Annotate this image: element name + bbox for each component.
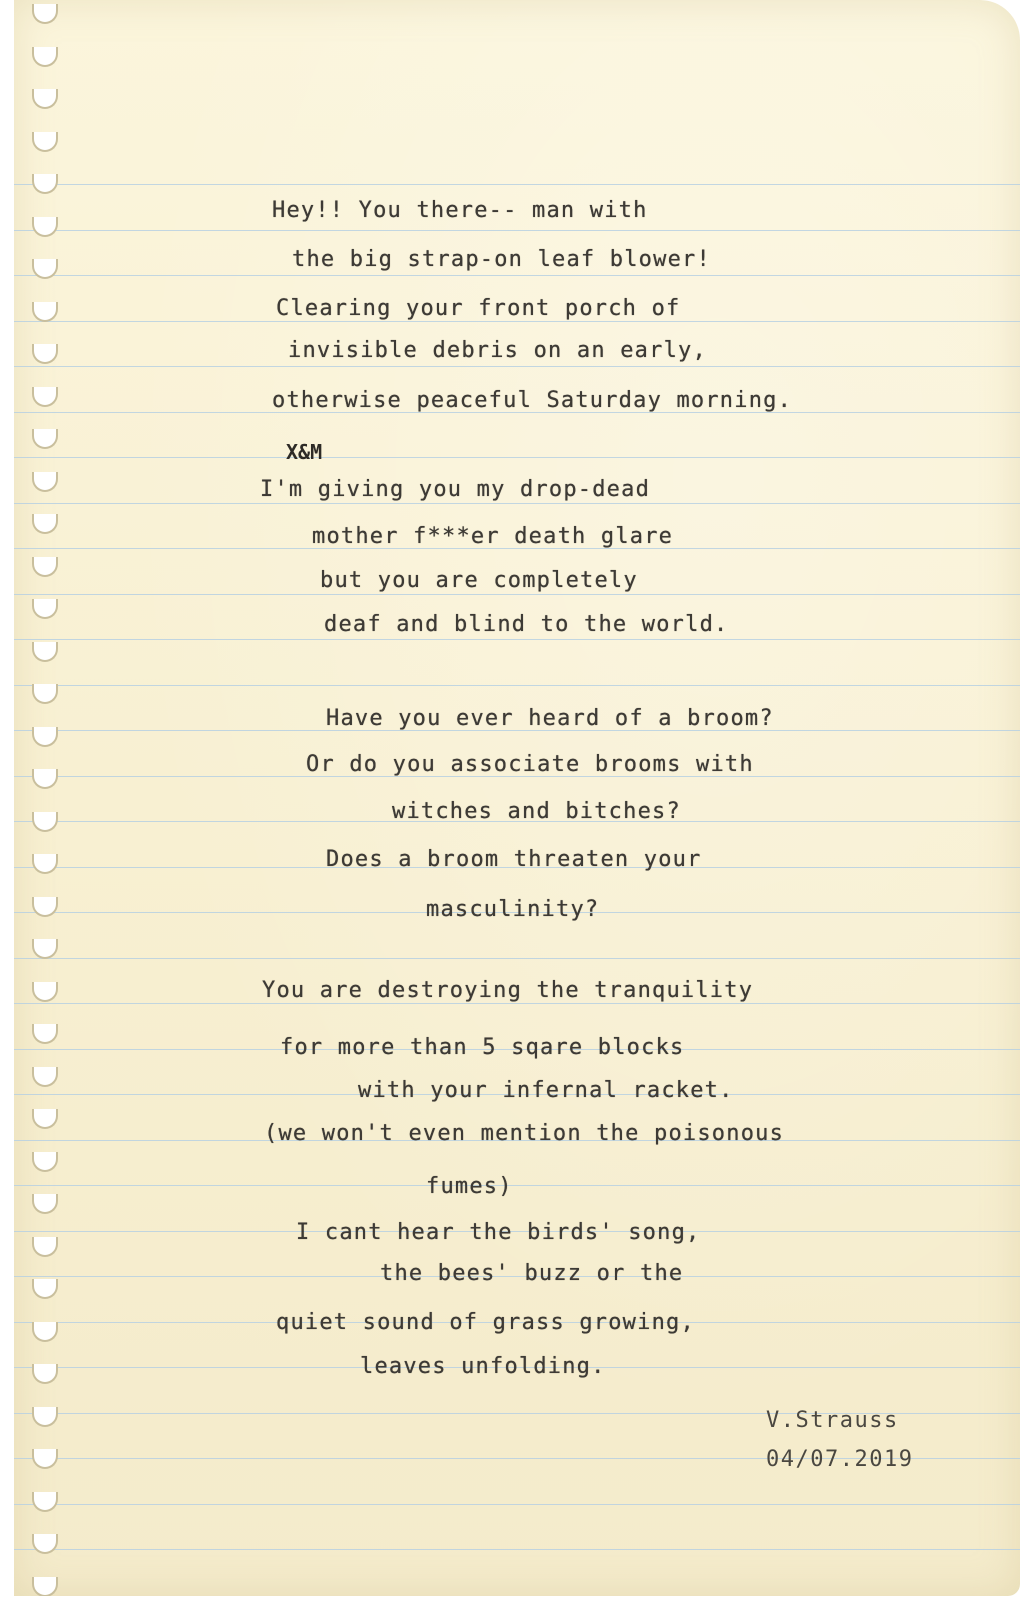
poem-line: leaves unfolding.: [360, 1354, 606, 1379]
perforation-hole: [32, 89, 58, 109]
ruled-line: [14, 1185, 1020, 1186]
poem-line: the bees' buzz or the: [380, 1261, 684, 1286]
poem-line: for more than 5 sqare blocks: [280, 1035, 685, 1060]
perforation-hole: [32, 812, 58, 832]
perforation-hole: [32, 1407, 58, 1427]
poem-line: I cant hear the birds' song,: [296, 1220, 701, 1245]
perforation-hole: [32, 642, 58, 662]
ruled-line: [14, 639, 1020, 640]
perforation-hole: [32, 472, 58, 492]
date: 04/07.2019: [766, 1447, 914, 1472]
poem-line: with your infernal racket.: [358, 1078, 734, 1103]
perforation-hole: [32, 1067, 58, 1087]
notebook-page: [14, 0, 1020, 1596]
perforation-hole: [32, 174, 58, 194]
poem-line: Does a broom threaten your: [326, 847, 702, 872]
perforation-hole: [32, 1279, 58, 1299]
poem-line: masculinity?: [426, 897, 600, 922]
struck-out-mark: X&M: [286, 440, 323, 464]
perforation-hole: [32, 854, 58, 874]
poem-line: quiet sound of grass growing,: [276, 1310, 695, 1335]
perforation-hole: [32, 429, 58, 449]
perforation-hole: [32, 4, 58, 24]
perforation-hole: [32, 344, 58, 364]
perforation-hole: [32, 132, 58, 152]
perforation-hole: [32, 897, 58, 917]
poem-line: deaf and blind to the world.: [324, 612, 729, 637]
poem-line: fumes): [426, 1174, 513, 1199]
signature: V.Strauss: [766, 1408, 899, 1433]
ruled-line: [14, 958, 1020, 959]
perforation-hole: [32, 1024, 58, 1044]
ruled-line: [14, 184, 1020, 185]
ruled-line: [14, 503, 1020, 504]
perforation-hole: [32, 599, 58, 619]
spiral-perforations: [14, 0, 76, 1596]
perforation-hole: [32, 939, 58, 959]
perforation-hole: [32, 259, 58, 279]
perforation-hole: [32, 982, 58, 1002]
perforation-hole: [32, 1449, 58, 1469]
ruled-line: [14, 1549, 1020, 1550]
poem-line: You are destroying the tranquility: [262, 978, 754, 1003]
perforation-hole: [32, 514, 58, 534]
poem-line: (we won't even mention the poisonous: [264, 1121, 785, 1146]
perforation-hole: [32, 684, 58, 704]
ruled-line: [14, 275, 1020, 276]
poem-line: invisible debris on an early,: [288, 338, 707, 363]
poem-line: Hey!! You there-- man with: [272, 198, 648, 223]
ruled-line: [14, 230, 1020, 231]
perforation-hole: [32, 1364, 58, 1384]
ruled-line: [14, 366, 1020, 367]
perforation-hole: [32, 1237, 58, 1257]
perforation-hole: [32, 727, 58, 747]
perforation-hole: [32, 557, 58, 577]
perforation-hole: [32, 302, 58, 322]
poem-line: Clearing your front porch of: [276, 296, 681, 321]
ruled-line: [14, 685, 1020, 686]
perforation-hole: [32, 1109, 58, 1129]
perforation-hole: [32, 387, 58, 407]
poem-line: witches and bitches?: [392, 799, 681, 824]
poem-line: Or do you associate brooms with: [306, 752, 754, 777]
ruled-line: [14, 1504, 1020, 1505]
perforation-hole: [32, 1152, 58, 1172]
perforation-hole: [32, 47, 58, 67]
perforation-hole: [32, 1492, 58, 1512]
perforation-hole: [32, 1577, 58, 1596]
poem-line: the big strap-on leaf blower!: [292, 247, 711, 272]
ruled-line: [14, 1003, 1020, 1004]
poem-line: otherwise peaceful Saturday morning.: [272, 388, 793, 413]
poem-line: Have you ever heard of a broom?: [326, 706, 774, 731]
poem-line: mother f***er death glare: [312, 524, 674, 549]
ruled-line: [14, 594, 1020, 595]
ruled-line: [14, 457, 1020, 458]
ruled-line: [14, 321, 1020, 322]
perforation-hole: [32, 769, 58, 789]
perforation-hole: [32, 1322, 58, 1342]
poem-line: but you are completely: [320, 568, 638, 593]
perforation-hole: [32, 217, 58, 237]
perforation-hole: [32, 1534, 58, 1554]
poem-line: I'm giving you my drop-dead: [260, 477, 651, 502]
perforation-hole: [32, 1194, 58, 1214]
